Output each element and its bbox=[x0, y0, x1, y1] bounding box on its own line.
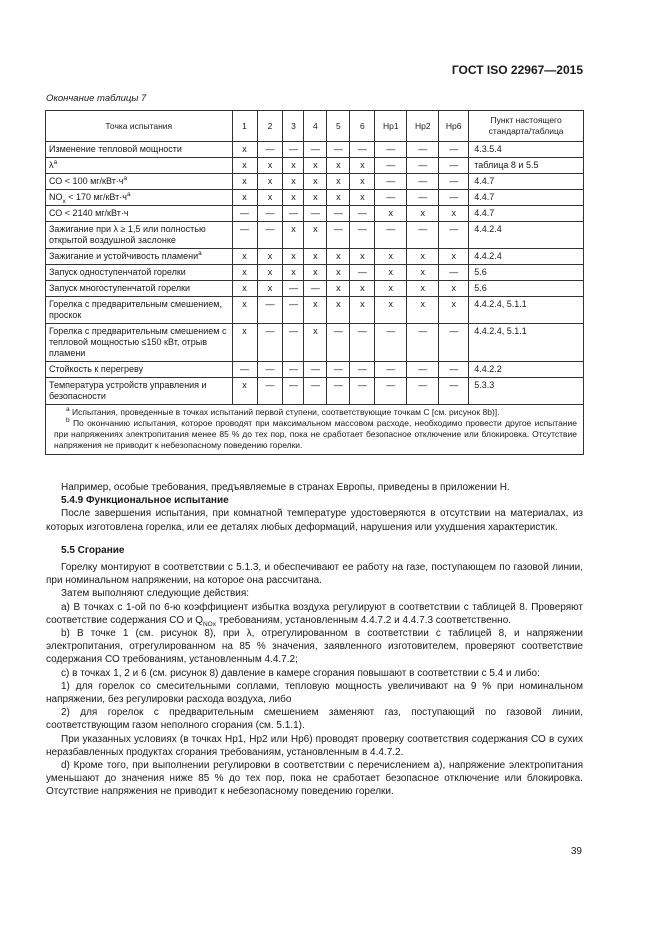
row-cell-value: — bbox=[439, 158, 469, 174]
table-row bbox=[46, 297, 584, 324]
paragraph-action-c: с) в точках 1, 2 и 6 (см. рисунок 8) давление в камере сгорания повышают в соответствии с 5.4 и либо: bbox=[61, 667, 540, 679]
paragraph-action-d: d) Кроме того, при выполнении регулировки в соответствии с перечислением а), напряжение электропитания уменьшают до значения ниже 85 % до тех пор, пока не сработает безопасное отключение или блокировка. Отсутствие напряжения не приводит к небезопасному поведению горелки. bbox=[46, 760, 583, 798]
row-cell-value: — bbox=[350, 206, 375, 222]
row-test-point: Стойкость к перегреву bbox=[46, 362, 233, 378]
table-row bbox=[46, 190, 584, 206]
body-text bbox=[46, 481, 583, 799]
row-cell-value: — bbox=[283, 297, 304, 324]
row-cell-value: х bbox=[439, 281, 469, 297]
row-cell-value: х bbox=[304, 158, 327, 174]
row-clause-ref: 5.6 bbox=[469, 265, 584, 281]
row-cell-value: х bbox=[257, 158, 283, 174]
row-clause-ref: 5.3.3 bbox=[469, 378, 584, 405]
row-cell-value: х bbox=[232, 378, 257, 405]
table-row bbox=[46, 158, 584, 174]
row-cell-value: — bbox=[375, 222, 407, 249]
table-row bbox=[46, 362, 584, 378]
row-cell-value: — bbox=[304, 206, 327, 222]
row-cell-value: — bbox=[283, 281, 304, 297]
row-cell-value: — bbox=[439, 190, 469, 206]
row-cell-value: — bbox=[327, 142, 350, 158]
table-row bbox=[46, 206, 584, 222]
paragraph-option-2: 2) для горелок с предварительным смешением заменяют газ, поступающий по газовой линии, соответствующим газом неполного сгорания (см. 5.1.1). bbox=[46, 707, 583, 732]
row-cell-value: х bbox=[350, 249, 375, 265]
row-cell-value: х bbox=[232, 249, 257, 265]
row-cell-value: х bbox=[232, 158, 257, 174]
header-point-7: Нр1 bbox=[375, 111, 407, 142]
row-cell-value: — bbox=[350, 142, 375, 158]
row-cell-value: — bbox=[304, 281, 327, 297]
row-clause-ref: 4.4.2.4 bbox=[469, 249, 584, 265]
row-cell-value: — bbox=[304, 378, 327, 405]
row-cell-value: — bbox=[232, 206, 257, 222]
header-point-5: 5 bbox=[327, 111, 350, 142]
row-cell-value: — bbox=[257, 362, 283, 378]
row-cell-value: — bbox=[257, 222, 283, 249]
row-cell-value: — bbox=[439, 222, 469, 249]
header-point-4: 4 bbox=[304, 111, 327, 142]
row-cell-value: х bbox=[327, 190, 350, 206]
row-cell-value: х bbox=[304, 174, 327, 190]
row-cell-value: х bbox=[327, 158, 350, 174]
row-cell-value: — bbox=[327, 222, 350, 249]
row-cell-value: — bbox=[283, 142, 304, 158]
row-cell-value: — bbox=[327, 378, 350, 405]
row-cell-value: — bbox=[375, 142, 407, 158]
row-cell-value: — bbox=[232, 362, 257, 378]
paragraph-actions-intro: Затем выполняют следующие действия: bbox=[61, 588, 250, 600]
row-cell-value: — bbox=[350, 265, 375, 281]
row-cell-value: х bbox=[304, 324, 327, 362]
row-test-point: Изменение тепловой мощности bbox=[46, 142, 233, 158]
row-test-point: $NO_x < 170$ $мг/кВт\cdot ч^а$ bbox=[46, 190, 233, 206]
row-cell-value: — bbox=[350, 362, 375, 378]
row-cell-value: — bbox=[375, 174, 407, 190]
header-point-2: 2 bbox=[257, 111, 283, 142]
header-point-6: 6 bbox=[350, 111, 375, 142]
row-cell-value: — bbox=[283, 378, 304, 405]
row-cell-value: — bbox=[327, 206, 350, 222]
row-cell-value: х bbox=[283, 190, 304, 206]
paragraph-co-check: При указанных условиях (в точках Нр1, Нр2 или Нр6) проводят проверку соответствия содержания СО в сухих неразбавленных продуктах сгорания требованиям, установленным в 4.4.7.2. bbox=[46, 733, 583, 758]
row-cell-value: — bbox=[407, 324, 439, 362]
table-caption: Окончание таблицы 7 bbox=[46, 93, 147, 104]
paragraph-combustion-setup: Горелку монтируют в соответствии с 5.1.3, и обеспечивают ее работу на газе, поступающем по газовой линии, при номинальном напряжении, на которое она рассчитана. bbox=[46, 562, 583, 587]
row-cell-value: х bbox=[375, 265, 407, 281]
row-cell-value: — bbox=[439, 142, 469, 158]
row-clause-ref: 4.4.7 bbox=[469, 190, 584, 206]
page-number: 39 bbox=[570, 846, 582, 857]
row-cell-value: — bbox=[375, 362, 407, 378]
paragraph-action-a: а) В точках с 1-ой по 6-ю коэффициент избытка воздуха регулируют в соответствии с таблицей 8. Проверяют соответствие содержания СО и $Q_{NOx}$ требованиям, установленным 4.4.7.2 и 4.4.7.3 соответственно. bbox=[46, 601, 583, 628]
row-test-point: Запуск многоступенчатой горелки bbox=[46, 281, 233, 297]
row-cell-value: — bbox=[350, 378, 375, 405]
row-cell-value: — bbox=[407, 222, 439, 249]
row-clause-ref: 4.4.7 bbox=[469, 206, 584, 222]
row-cell-value: х bbox=[257, 265, 283, 281]
test-points-table bbox=[45, 110, 584, 455]
row-cell-value: — bbox=[439, 378, 469, 405]
table-row bbox=[46, 324, 584, 362]
row-cell-value: х bbox=[375, 206, 407, 222]
row-clause-ref: 4.4.2.4 bbox=[469, 222, 584, 249]
row-cell-value: — bbox=[283, 362, 304, 378]
row-cell-value: х bbox=[350, 174, 375, 190]
row-cell-value: х bbox=[232, 324, 257, 362]
row-test-point: СО < 2140 мг/кВт·ч bbox=[46, 206, 233, 222]
row-cell-value: х bbox=[304, 190, 327, 206]
row-cell-value: х bbox=[283, 249, 304, 265]
footnote-b: $^b$ По окончанию испытания, которое проводят при максимальном массовом расходе, необходимо провести другое испытание при напряжениях электропитания менее 85 % до тех пор, пока не сработает безопасное отключение или блокировка. Отсутствие напряжения не приводит к небезопасному поведению горелки. bbox=[54, 417, 577, 450]
row-cell-value: — bbox=[407, 174, 439, 190]
paragraph-option-1: 1) для горелок со смесительными соплами, тепловую мощность увеличивают на 9 % при номинальном напряжении, без регулировки расхода воздуха, либо bbox=[46, 680, 583, 706]
header-point-8: Нр2 bbox=[407, 111, 439, 142]
row-test-point: Горелка с предварительным смешением, проскок bbox=[46, 297, 233, 324]
row-cell-value: х bbox=[304, 249, 327, 265]
row-test-point: Запуск одноступенчатой горелки bbox=[46, 265, 233, 281]
row-cell-value: х bbox=[375, 297, 407, 324]
row-cell-value: — bbox=[407, 378, 439, 405]
row-cell-value: х bbox=[439, 249, 469, 265]
row-cell-value: х bbox=[327, 297, 350, 324]
row-cell-value: х bbox=[350, 158, 375, 174]
table-footnotes-row bbox=[46, 405, 584, 455]
row-test-point: Температура устройств управления и безопасности bbox=[46, 378, 233, 405]
row-cell-value: х bbox=[257, 190, 283, 206]
table-row bbox=[46, 265, 584, 281]
header-point-1: 1 bbox=[232, 111, 257, 142]
row-cell-value: — bbox=[283, 206, 304, 222]
row-cell-value: х bbox=[375, 249, 407, 265]
row-cell-value: х bbox=[407, 281, 439, 297]
row-cell-value: — bbox=[375, 190, 407, 206]
row-cell-value: — bbox=[439, 362, 469, 378]
header-point-9: Нр6 bbox=[439, 111, 469, 142]
row-cell-value: х bbox=[407, 265, 439, 281]
row-cell-value: х bbox=[350, 190, 375, 206]
row-cell-value: — bbox=[350, 324, 375, 362]
header-test-point: Точка испытания bbox=[46, 111, 233, 142]
row-cell-value: х bbox=[232, 142, 257, 158]
row-cell-value: — bbox=[327, 324, 350, 362]
row-cell-value: х bbox=[439, 206, 469, 222]
row-clause-ref: 4.4.2.4, 5.1.1 bbox=[469, 297, 584, 324]
row-test-point: Зажигание и устойчивость пламени$^а$ bbox=[46, 249, 233, 265]
paragraph-action-b: b) В точке 1 (см. рисунок 8), при λ, отрегулированном в соответствии с таблицей 8, и напряжении электропитания, отрегулированном на 85 % значения, заявленного изготовителем, проверяют соответствие содержания СО требованиям, установленным 4.4.7.2; bbox=[46, 628, 583, 666]
row-cell-value: х bbox=[407, 249, 439, 265]
row-cell-value: х bbox=[375, 281, 407, 297]
row-test-point: Зажигание при λ ≥ 1,5 или полностью открытой воздушной заслонке bbox=[46, 222, 233, 249]
row-cell-value: х bbox=[283, 265, 304, 281]
row-cell-value: х bbox=[327, 174, 350, 190]
row-clause-ref: 4.4.7 bbox=[469, 174, 584, 190]
row-cell-value: х bbox=[232, 190, 257, 206]
section-heading-5-5: 5.5 Сгорание bbox=[61, 544, 125, 556]
table-header-row bbox=[46, 111, 584, 142]
row-cell-value: — bbox=[439, 174, 469, 190]
row-cell-value: — bbox=[439, 324, 469, 362]
row-cell-value: х bbox=[283, 174, 304, 190]
row-cell-value: — bbox=[375, 324, 407, 362]
row-cell-value: — bbox=[407, 142, 439, 158]
row-cell-value: х bbox=[327, 249, 350, 265]
header-clause-ref: Пункт настоящего стандарта/таблица bbox=[469, 111, 584, 142]
row-cell-value: х bbox=[327, 281, 350, 297]
table-row bbox=[46, 378, 584, 405]
document-code: ГОСТ ISO 22967—2015 bbox=[451, 63, 583, 77]
row-cell-value: х bbox=[283, 222, 304, 249]
table-row bbox=[46, 142, 584, 158]
row-cell-value: х bbox=[327, 265, 350, 281]
row-cell-value: — bbox=[257, 297, 283, 324]
row-cell-value: — bbox=[283, 324, 304, 362]
row-cell-value: — bbox=[327, 362, 350, 378]
row-clause-ref: таблица 8 и 5.5 bbox=[469, 158, 584, 174]
table-row bbox=[46, 281, 584, 297]
row-cell-value: х bbox=[232, 174, 257, 190]
row-cell-value: — bbox=[232, 222, 257, 249]
row-cell-value: — bbox=[407, 362, 439, 378]
row-test-point: СО < 100 $мг/кВт\cdot ч^а$ bbox=[46, 174, 233, 190]
table-row bbox=[46, 174, 584, 190]
row-cell-value: — bbox=[257, 324, 283, 362]
row-cell-value: — bbox=[375, 158, 407, 174]
row-cell-value: х bbox=[407, 297, 439, 324]
row-cell-value: х bbox=[257, 281, 283, 297]
row-clause-ref: 4.3.5.4 bbox=[469, 142, 584, 158]
row-cell-value: — bbox=[257, 206, 283, 222]
row-test-point: $\lambda^а$ bbox=[46, 158, 233, 174]
table-row bbox=[46, 222, 584, 249]
row-cell-value: — bbox=[407, 158, 439, 174]
row-cell-value: — bbox=[257, 142, 283, 158]
row-clause-ref: 5.6 bbox=[469, 281, 584, 297]
row-cell-value: х bbox=[257, 174, 283, 190]
row-cell-value: — bbox=[257, 378, 283, 405]
row-test-point: Горелка с предварительным смешением с тепловой мощностью ≤150 кВт, отрыв пламени bbox=[46, 324, 233, 362]
row-cell-value: х bbox=[232, 297, 257, 324]
row-cell-value: х bbox=[304, 297, 327, 324]
row-cell-value: — bbox=[304, 362, 327, 378]
row-cell-value: х bbox=[350, 281, 375, 297]
row-cell-value: — bbox=[304, 142, 327, 158]
row-cell-value: х bbox=[407, 206, 439, 222]
section-heading-5-4-9: 5.4.9 Функциональное испытание bbox=[61, 495, 229, 507]
footnote-a: $^а$ Испытания, проведенные в точках испытаний первой ступени, соответствующие точкам С [см. рисунок 8b)]. bbox=[66, 406, 500, 417]
table-row bbox=[46, 249, 584, 265]
row-cell-value: — bbox=[350, 222, 375, 249]
row-cell-value: х bbox=[439, 297, 469, 324]
row-cell-value: х bbox=[304, 265, 327, 281]
row-clause-ref: 4.4.2.2 bbox=[469, 362, 584, 378]
row-cell-value: — bbox=[439, 265, 469, 281]
row-cell-value: х bbox=[232, 281, 257, 297]
table-footnotes bbox=[46, 405, 584, 455]
paragraph-annex-note: Например, особые требования, предъявляемые в странах Европы, приведены в приложении Н. bbox=[61, 482, 510, 493]
row-cell-value: х bbox=[283, 158, 304, 174]
row-clause-ref: 4.4.2.4, 5.1.1 bbox=[469, 324, 584, 362]
header-point-3: 3 bbox=[283, 111, 304, 142]
row-cell-value: х bbox=[257, 249, 283, 265]
row-cell-value: х bbox=[232, 265, 257, 281]
row-cell-value: х bbox=[304, 222, 327, 249]
row-cell-value: х bbox=[350, 297, 375, 324]
paragraph-functional-test: После завершения испытания, при комнатной температуре удостоверяются в отсутствии на материалах, из которых изготовлена горелка, или ее деталях любых деформаций, нарушения или ухудшения характеристик. bbox=[46, 508, 583, 533]
row-cell-value: — bbox=[407, 190, 439, 206]
row-cell-value: — bbox=[375, 378, 407, 405]
